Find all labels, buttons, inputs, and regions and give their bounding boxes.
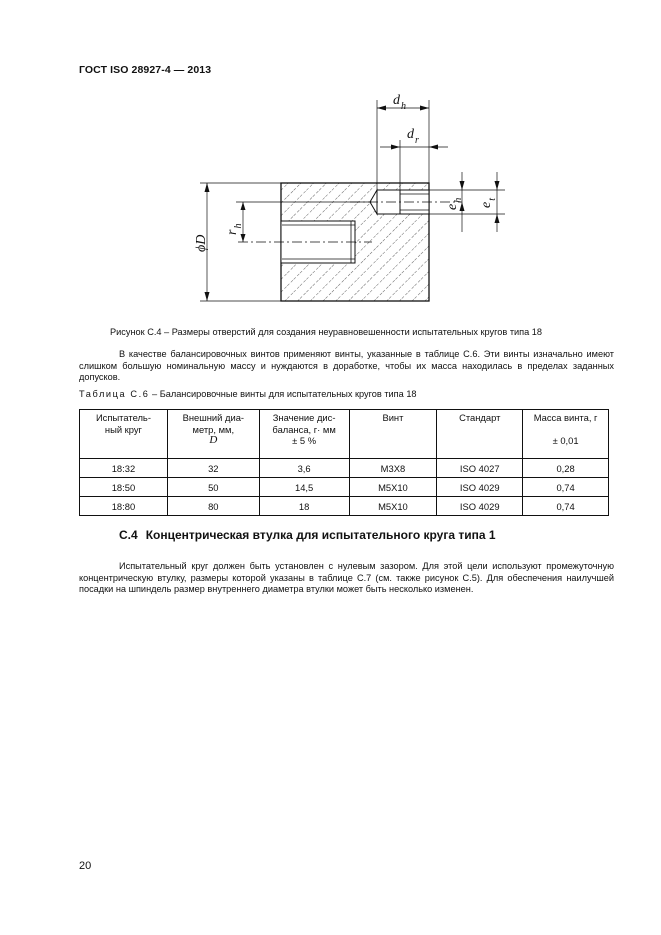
- header-screw: Винт: [349, 410, 437, 459]
- label-d-h: $d_h$: [393, 93, 406, 112]
- section-heading: С.4 Концентрическая втулка для испытательного круга типа 1: [119, 528, 496, 542]
- label-d-r: $d_r$: [407, 127, 419, 146]
- table-row: 18:50 50 14,5 M5X10 ISO 4029 0,74: [80, 478, 609, 497]
- header-imbalance: Значение дис- баланса, г· мм ± 5 %: [259, 410, 349, 459]
- table-header-row: [80, 410, 609, 459]
- page-number: 20: [79, 860, 92, 872]
- header-mass: Масса винта, г ± 0,01: [523, 410, 609, 459]
- paragraph-concentric-bushing: Испытательный круг должен быть установлен с нулевым зазором. Для этой цели используют промежуточную концентрическую втулку, размеры которой указаны в таблице С.7 (см. также рисунок С.5). Для обеспечения наилучшей посадки на шпиндель размер внутреннего диаметра втулки может быть несколько изменен.: [79, 561, 614, 595]
- header-circle: Испытатель- ный круг: [80, 410, 168, 459]
- header-standard: Стандарт: [437, 410, 523, 459]
- header-diameter: Внешний диа- метр, мм, D: [167, 410, 259, 459]
- document-header: ГОСТ ISO 28927-4 — 2013: [79, 64, 212, 76]
- technical-drawing: [180, 84, 520, 308]
- table-title: Таблица С.6 – Балансировочные винты для испытательных кругов типа 18: [79, 389, 417, 399]
- figure-caption: Рисунок С.4 – Размеры отверстий для создания неуравновешенности испытательных кругов типа 18: [110, 327, 543, 337]
- label-phi-d: ϕD: [194, 234, 209, 252]
- table-row: 18:32 32 3,6 M3X8 ISO 4027 0,28: [80, 459, 609, 478]
- balancing-screws-table: [79, 409, 609, 516]
- table-row: 18:80 80 18 M5X10 ISO 4029 0,74: [80, 497, 609, 516]
- label-r-h: $r_h$: [225, 223, 244, 235]
- label-e-t: $e_t$: [479, 198, 498, 208]
- paragraph-balancing-screws: В качестве балансировочных винтов применяют винты, указанные в таблице С.6. Эти винты изначально имеют слишком большую номинальную массу и нуждаются в доработке, чтобы их масса находилась в пределах заданных допусков.: [79, 349, 614, 383]
- label-e-h: $e_h$: [445, 197, 464, 210]
